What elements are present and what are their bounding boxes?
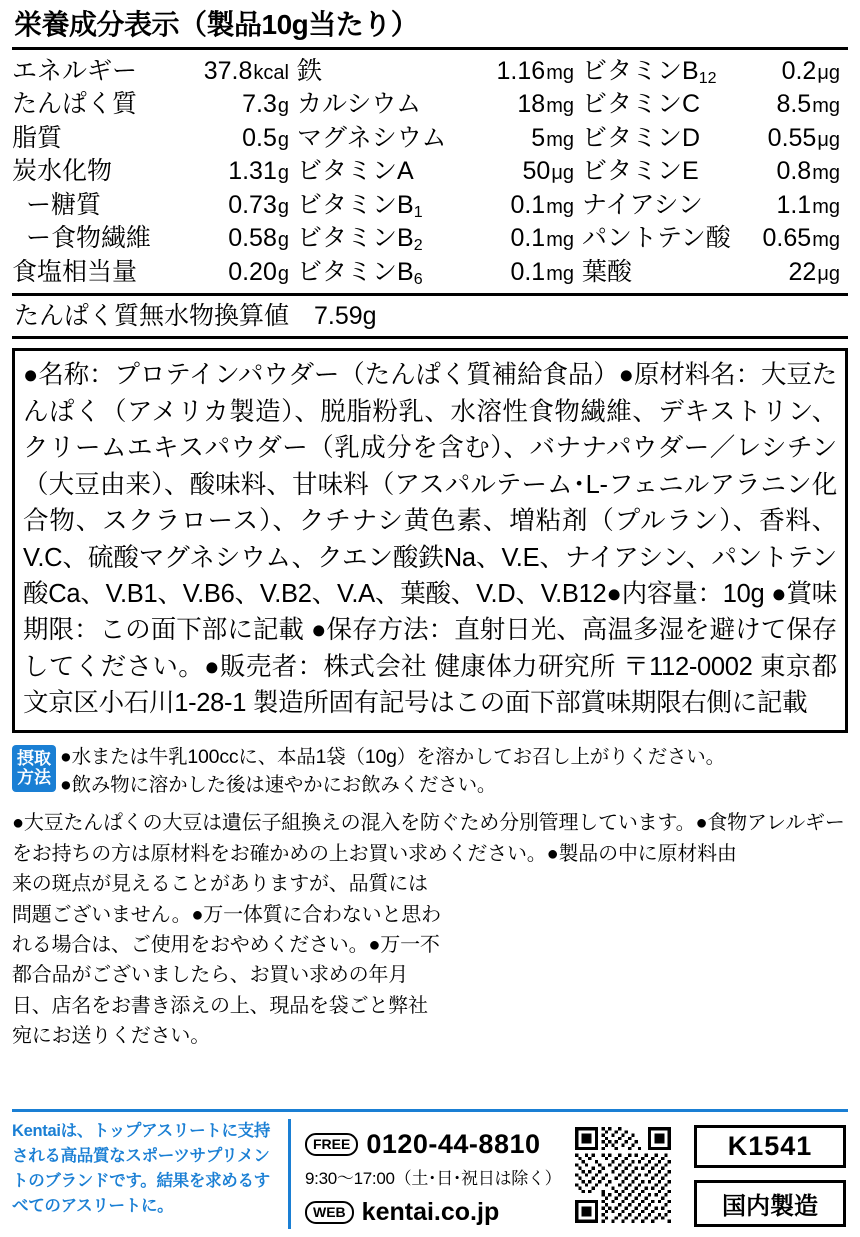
nutrient-value: 37.8 bbox=[203, 56, 253, 85]
nutrient-name: ビタミンB2 bbox=[297, 224, 423, 255]
nutrient-unit: g bbox=[277, 229, 289, 252]
usage-badge-line1: 摂取 bbox=[17, 748, 51, 768]
nutrition-title: 栄養成分表示（製品10g当たり） bbox=[14, 9, 419, 40]
nutrient-unit: mg bbox=[546, 95, 574, 118]
nutrient-subscript: 6 bbox=[413, 270, 423, 288]
nutrient-subscript: 1 bbox=[413, 203, 423, 221]
nutrient-name: ビタミンB1 bbox=[297, 190, 423, 221]
nutrient-unit: mg bbox=[546, 229, 574, 252]
nutrient-name: ビタミンA bbox=[297, 157, 414, 186]
nutrient-unit: μg bbox=[551, 162, 574, 185]
nutrition-row bbox=[12, 156, 297, 187]
nutrient-value: 50 bbox=[522, 157, 551, 186]
nutrient-name: マグネシウム bbox=[297, 123, 447, 152]
nutrient-unit: g bbox=[277, 262, 289, 285]
nutrient-name: ビタミンB6 bbox=[297, 257, 423, 288]
nutrition-row bbox=[12, 123, 297, 154]
usage-line-1: ●水または牛乳100ccに、本品1袋（10g）を溶かしてお召し上がりください。 bbox=[60, 745, 725, 768]
nutrient-name: ビタミンE bbox=[582, 157, 699, 186]
nutrient-subscript: 12 bbox=[698, 69, 717, 87]
nutrition-row bbox=[297, 156, 582, 187]
nutrient-name: ビタミンC bbox=[582, 90, 701, 119]
nutrient-value: 0.1 bbox=[510, 257, 546, 286]
telephone-line bbox=[305, 1129, 561, 1160]
nutrient-value: 0.2 bbox=[781, 56, 817, 85]
nutrition-row bbox=[12, 190, 297, 221]
contact-block bbox=[291, 1119, 561, 1227]
nutrition-row bbox=[297, 190, 582, 221]
telephone-number: 0120-44-8810 bbox=[366, 1129, 541, 1159]
nutrition-row bbox=[582, 156, 848, 187]
nutrition-row bbox=[297, 257, 582, 288]
usage-lines bbox=[60, 743, 848, 800]
nutrient-name: カルシウム bbox=[297, 90, 422, 119]
nutrition-row bbox=[582, 123, 848, 154]
notes-wide: ●大豆たんぱくの大豆は遺伝子組換えの混入を防ぐため分別管理しています。●食物アレルギーをお持ちの方は原材料をお確かめの上お買い求めください。●製品の中に原材料由 bbox=[12, 812, 845, 865]
nutrition-row bbox=[297, 89, 582, 120]
nutrient-unit: kcal bbox=[253, 61, 289, 84]
usage-badge-line2: 方法 bbox=[17, 768, 51, 788]
nutrient-name: 鉄 bbox=[297, 56, 323, 85]
brand-message: Kentaiは、トップアスリートに支持される高品質なスポーツサプリメントのブランドです。結果を求めるすべてのアスリートに。 bbox=[12, 1119, 291, 1229]
nutrient-unit: mg bbox=[546, 61, 574, 84]
nutrient-value: 0.65 bbox=[762, 224, 812, 253]
nutrition-row bbox=[12, 223, 297, 254]
nutrition-row bbox=[582, 190, 848, 221]
nutrient-name: たんぱく質 bbox=[12, 90, 138, 119]
nutrition-row bbox=[12, 56, 297, 87]
made-in-japan-box: 国内製造 bbox=[694, 1180, 846, 1227]
nutrient-unit: mg bbox=[546, 195, 574, 218]
nutrition-row bbox=[582, 223, 848, 254]
nutrient-unit: g bbox=[277, 195, 289, 218]
website-url[interactable]: kentai.co.jp bbox=[361, 1198, 500, 1226]
notes-narrow: 来の斑点が見えることがありますが、品質には問題ございません。●万一体質に合わないと思われる場合は、ご使用をおやめください。●万一不都合品がございましたら、お買い求めの年月日、店名をお書き添えの上、現品を袋ごと弊社宛にお送りください。 bbox=[12, 873, 441, 1048]
nutrient-value: 7.3 bbox=[242, 90, 277, 119]
nutrient-name: 食塩相当量 bbox=[12, 257, 138, 286]
usage-section bbox=[12, 743, 848, 800]
nutrient-name: パントテン酸 bbox=[582, 224, 731, 253]
nutrition-row bbox=[12, 89, 297, 120]
nutrition-grid bbox=[12, 56, 848, 288]
nutrient-value: 0.1 bbox=[510, 224, 546, 253]
nutrient-name: 葉酸 bbox=[582, 257, 633, 286]
nutrition-row bbox=[297, 56, 582, 87]
nutrition-row bbox=[297, 123, 582, 154]
notes-section bbox=[12, 808, 848, 1051]
nutrient-value: 1.1 bbox=[776, 190, 812, 219]
nutrient-value: 0.20 bbox=[228, 257, 277, 286]
nutrient-unit: g bbox=[277, 162, 289, 185]
product-code: K1541 bbox=[694, 1125, 846, 1168]
nutrition-row bbox=[12, 257, 297, 288]
nutrient-unit: mg bbox=[812, 229, 840, 252]
nutrient-subscript: 2 bbox=[413, 237, 423, 255]
nutrient-unit: mg bbox=[546, 128, 574, 151]
nutrient-name: ビタミンB12 bbox=[582, 56, 717, 87]
nutrient-name: ー食物繊維 bbox=[26, 224, 152, 253]
nutrient-name: ビタミンD bbox=[582, 123, 701, 152]
nutrient-unit: μg bbox=[817, 128, 840, 151]
website-line[interactable] bbox=[305, 1189, 561, 1227]
nutrient-name: エネルギー bbox=[12, 56, 138, 85]
nutrient-value: 0.1 bbox=[510, 190, 546, 219]
nutrient-value: 18 bbox=[517, 90, 546, 119]
nutrition-row bbox=[582, 257, 848, 288]
free-dial-badge: FREE bbox=[305, 1133, 358, 1157]
nutrient-unit: μg bbox=[817, 61, 840, 84]
nutrient-unit: mg bbox=[546, 262, 574, 285]
web-badge: WEB bbox=[305, 1201, 354, 1225]
nutrient-value: 0.73 bbox=[228, 190, 277, 219]
nutrient-value: 0.55 bbox=[767, 123, 817, 152]
nutrient-value: 0.58 bbox=[228, 224, 277, 253]
nutrient-name: ー糖質 bbox=[26, 190, 102, 219]
ingredients-block: ●名称：プロテインパウダー（たんぱく質補給食品）●原材料名：大豆たんぱく（アメリカ製造）、脱脂粉乳、水溶性食物繊維、デキストリン、クリームエキスパウダー（乳成分を含む）、バナナパウダー／レシチン（大豆由来）、酸味料、甘味料（アスパルテーム･L-フェニルアラニン化合物、スクラロース）、クチナシ黄色素、増粘剤（プルラン）、香料、V.C、硫酸マグネシウム、クエン酸鉄Na、V.E、ナイアシン、パントテン酸Ca、V.B1、V.B6、V.B2、V.A、葉酸、V.D、V.B12●内容量：10g ●賞味期限：この面下部に記載 ●保存方法：直射日光、高温多湿を避けて保存してください。●販売者：株式会社 健康体力研究所 〒112-0002 東京都文京区小石川1-28-1 製造所固有記号はこの面下部賞味期限右側に記載 bbox=[12, 348, 848, 733]
business-hours: 9:30〜17:00（土･日･祝日は除く） bbox=[305, 1169, 562, 1188]
footer bbox=[12, 1109, 848, 1229]
nutrient-value: 0.8 bbox=[776, 157, 812, 186]
nutrient-value: 1.16 bbox=[496, 56, 546, 85]
nutrition-section bbox=[12, 8, 848, 339]
nutrient-name: 炭水化物 bbox=[12, 157, 113, 186]
anhydrous-protein-value: たんぱく質無水物換算値 7.59g bbox=[12, 296, 848, 339]
nutrient-value: 8.5 bbox=[776, 90, 812, 119]
nutrient-value: 5 bbox=[531, 123, 546, 152]
nutrition-row bbox=[582, 89, 848, 120]
nutrient-name: ナイアシン bbox=[582, 190, 703, 219]
nutrient-unit: g bbox=[277, 128, 289, 151]
nutrient-unit: g bbox=[277, 95, 289, 118]
product-codes bbox=[694, 1119, 848, 1227]
nutrition-row bbox=[297, 223, 582, 254]
nutrition-table bbox=[12, 47, 848, 297]
usage-line-2: ●飲み物に溶かした後は速やかにお飲みください。 bbox=[60, 774, 497, 797]
nutrient-value: 0.5 bbox=[242, 123, 277, 152]
nutrient-value: 1.31 bbox=[228, 157, 277, 186]
nutrient-name: 脂質 bbox=[12, 123, 63, 152]
nutrient-unit: mg bbox=[812, 95, 840, 118]
nutrient-unit: mg bbox=[812, 195, 840, 218]
nutrition-row bbox=[582, 56, 848, 87]
nutrient-value: 22 bbox=[788, 257, 817, 286]
usage-badge bbox=[12, 745, 56, 792]
nutrient-unit: mg bbox=[812, 162, 840, 185]
qr-code-icon[interactable] bbox=[575, 1127, 671, 1223]
nutrient-unit: μg bbox=[817, 262, 840, 285]
